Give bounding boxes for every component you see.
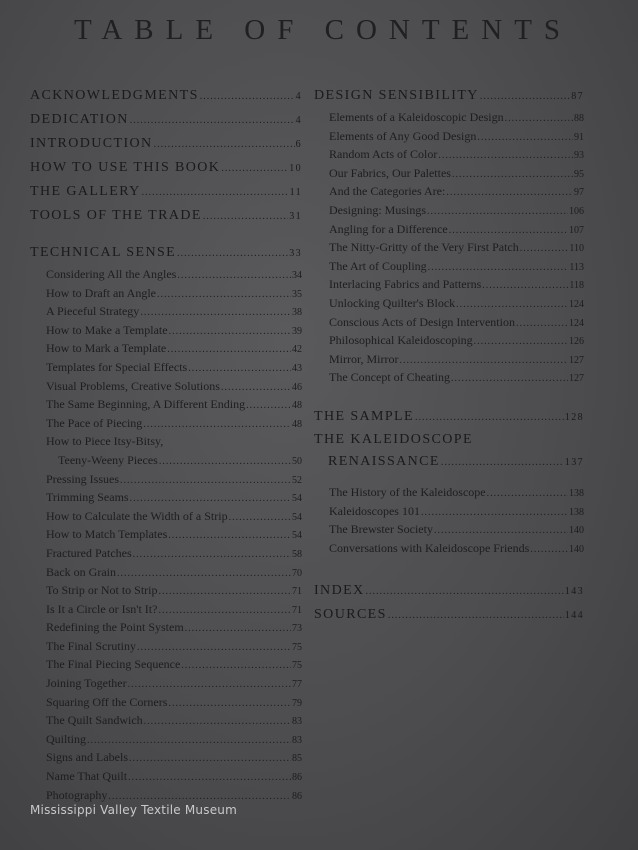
page-number: 86	[292, 790, 302, 802]
toc-entry: How to Calculate the Width of a Strip ..... 54	[30, 507, 302, 526]
page-number: 50	[292, 455, 302, 467]
toc-section-renaissance: RENAISSANCE ..... 137	[314, 450, 584, 474]
page-number: 143	[564, 586, 584, 598]
toc-entry: Kaleidoscopes 101 ..... 138	[314, 502, 584, 521]
toc-entry: Our Fabrics, Our Palettes ..... 95	[314, 164, 584, 183]
page-number: 87	[571, 91, 584, 102]
page-number: 118	[569, 280, 584, 292]
toc-entry: Elements of Any Good Design ..... 91	[314, 127, 584, 146]
toc-entry: A Pieceful Strategy ..... 38	[30, 302, 302, 321]
page-number: 83	[292, 734, 302, 746]
toc-entry-continuation: Teeny-Weeny Pieces ..... 50	[30, 451, 302, 470]
toc-left-column	[30, 84, 302, 804]
page-number: 31	[289, 211, 302, 222]
toc-entry: The Concept of Cheating ..... 127	[314, 368, 584, 387]
toc-entry-major: ACKNOWLEDGMENTS ..... 4	[30, 84, 302, 108]
page-number: 48	[292, 418, 302, 430]
watermark-credit: Mississippi Valley Textile Museum	[30, 803, 237, 817]
page-number: 71	[292, 586, 302, 598]
page-number: 126	[569, 336, 584, 348]
toc-entry: Pressing Issues ..... 52	[30, 470, 302, 489]
page-number: 124	[569, 298, 584, 310]
page-number: 33	[289, 248, 302, 259]
toc-entry: Photography ..... 86	[30, 786, 302, 805]
toc-entry: The History of the Kaleidoscope ..... 138	[314, 483, 584, 502]
toc-entry: How to Draft an Angle ..... 35	[30, 284, 302, 303]
toc-entry: Quilting ..... 83	[30, 730, 302, 749]
page-number: 113	[569, 261, 584, 273]
page-number: 127	[569, 373, 584, 385]
page-number: 93	[574, 150, 584, 162]
toc-entry: How to Make a Template ..... 39	[30, 321, 302, 340]
page-number: 73	[292, 623, 302, 635]
toc-entry: Trimming Seams ..... 54	[30, 488, 302, 507]
toc-entry: And the Categories Are: ..... 97	[314, 182, 584, 201]
page-number: 11	[289, 187, 302, 198]
toc-entry: The Same Beginning, A Different Ending ..... 48	[30, 395, 302, 414]
toc-entry: Philosophical Kaleidoscoping ..... 126	[314, 331, 584, 350]
page-number: 124	[569, 317, 584, 329]
page-number: 83	[292, 716, 302, 728]
toc-entry-major: THE GALLERY ..... 11	[30, 180, 302, 204]
page-number: 75	[292, 660, 302, 672]
page-number: 34	[292, 270, 302, 281]
page-number: 106	[569, 205, 584, 217]
page-number: 110	[569, 243, 584, 255]
toc-entry: Is It a Circle or Isn't It? ..... 71	[30, 600, 302, 619]
toc-entry: Random Acts of Color ..... 93	[314, 145, 584, 164]
toc-entry: The Brewster Society ..... 140	[314, 520, 584, 539]
toc-entry: Visual Problems, Creative Solutions ..... 46	[30, 377, 302, 396]
toc-right-column	[314, 84, 584, 627]
toc-entry: Angling for a Difference ..... 107	[314, 220, 584, 239]
page-number: 48	[292, 400, 302, 412]
toc-section-sources: SOURCES ..... 144	[314, 603, 584, 627]
page-number: 140	[569, 525, 584, 537]
page-number: 107	[569, 224, 584, 236]
page-number: 144	[564, 610, 584, 622]
page-number: 54	[292, 493, 302, 505]
toc-entry: The Final Scrutiny ..... 75	[30, 637, 302, 656]
page-number: 43	[292, 362, 302, 374]
page-number: 97	[574, 187, 584, 199]
page-number: 79	[292, 697, 302, 709]
page-number: 52	[292, 474, 302, 486]
toc-entry: Designing: Musings ..... 106	[314, 201, 584, 220]
toc-entry-major: INTRODUCTION ..... 6	[30, 132, 302, 156]
toc-entry-major: TOOLS OF THE TRADE ..... 31	[30, 204, 302, 228]
page-number: 91	[574, 131, 584, 143]
toc-entry: Conversations with Kaleidoscope Friends ..... 140	[314, 539, 584, 558]
toc-entry-major: HOW TO USE THIS BOOK ..... 10	[30, 156, 302, 180]
page-number: 70	[292, 567, 302, 579]
toc-entry: To Strip or Not to Strip ..... 71	[30, 581, 302, 600]
page-number: 140	[569, 543, 584, 555]
page-number: 128	[564, 411, 584, 423]
toc-entry: Mirror, Mirror ..... 127	[314, 350, 584, 369]
page-number: 85	[292, 753, 302, 765]
page-number: 54	[292, 530, 302, 542]
toc-entry: Name That Quilt ..... 86	[30, 767, 302, 786]
toc-entry: How to Match Templates ..... 54	[30, 525, 302, 544]
toc-entry: Interlacing Fabrics and Patterns ..... 118	[314, 275, 584, 294]
page-number: 4	[295, 115, 302, 126]
page-number: 75	[292, 641, 302, 653]
page-number: 39	[292, 325, 302, 337]
page-number: 35	[292, 288, 302, 300]
toc-section-first-line: THE KALEIDOSCOPE	[314, 431, 473, 447]
toc-entry: Fractured Patches ..... 58	[30, 544, 302, 563]
page-number: 127	[569, 354, 584, 366]
page-number: 38	[292, 307, 302, 319]
toc-entry: Squaring Off the Corners ..... 79	[30, 693, 302, 712]
page-number: 138	[569, 487, 584, 499]
page-number: 71	[292, 604, 302, 616]
page-number: 77	[292, 679, 302, 691]
page-number: 42	[292, 344, 302, 356]
toc-entry: The Nitty-Gritty of the Very First Patch ..... 110	[314, 238, 584, 257]
page-number: 58	[292, 548, 302, 560]
page-number: 54	[292, 511, 302, 523]
toc-entry: Elements of a Kaleidoscopic Design ..... 88	[314, 108, 584, 127]
toc-entry: Considering All the Angles ..... 34	[30, 265, 302, 284]
page-number: 138	[569, 506, 584, 518]
toc-entry: Unlocking Quilter's Block ..... 124	[314, 294, 584, 313]
toc-entry: The Final Piecing Sequence ..... 75	[30, 655, 302, 674]
page-number: 46	[292, 381, 302, 393]
toc-section-technical-sense: TECHNICAL SENSE ..... 33	[30, 241, 302, 265]
toc-section-index: INDEX ..... 143	[314, 579, 584, 603]
page-number: 137	[564, 456, 584, 468]
toc-entry: The Quilt Sandwich ..... 83	[30, 711, 302, 730]
toc-section-design-sensibility: DESIGN SENSIBILITY ..... 87	[314, 84, 584, 108]
page-number: 95	[574, 168, 584, 180]
toc-entry-major: DEDICATION ..... 4	[30, 108, 302, 132]
toc-entry: Conscious Acts of Design Intervention ..... 124	[314, 313, 584, 332]
page-number: 4	[295, 91, 302, 102]
toc-entry-first-line: How to Piece Itsy-Bitsy,	[46, 434, 164, 449]
toc-entry: The Art of Coupling ..... 113	[314, 257, 584, 276]
page-title: TABLE OF CONTENTS	[73, 14, 573, 46]
page-number: 10	[289, 163, 302, 174]
page-number: 6	[295, 139, 302, 150]
toc-section-the-sample: THE SAMPLE ..... 128	[314, 405, 584, 429]
toc-entry: Joining Together ..... 77	[30, 674, 302, 693]
page-number: 88	[574, 113, 584, 124]
toc-entry: How to Mark a Template ..... 42	[30, 339, 302, 358]
toc-entry: Back on Grain ..... 70	[30, 563, 302, 582]
toc-entry: Templates for Special Effects ..... 43	[30, 358, 302, 377]
toc-entry: The Pace of Piecing ..... 48	[30, 414, 302, 433]
toc-entry: Redefining the Point System ..... 73	[30, 618, 302, 637]
toc-entry: Signs and Labels ..... 85	[30, 748, 302, 767]
page-number: 86	[292, 772, 302, 784]
